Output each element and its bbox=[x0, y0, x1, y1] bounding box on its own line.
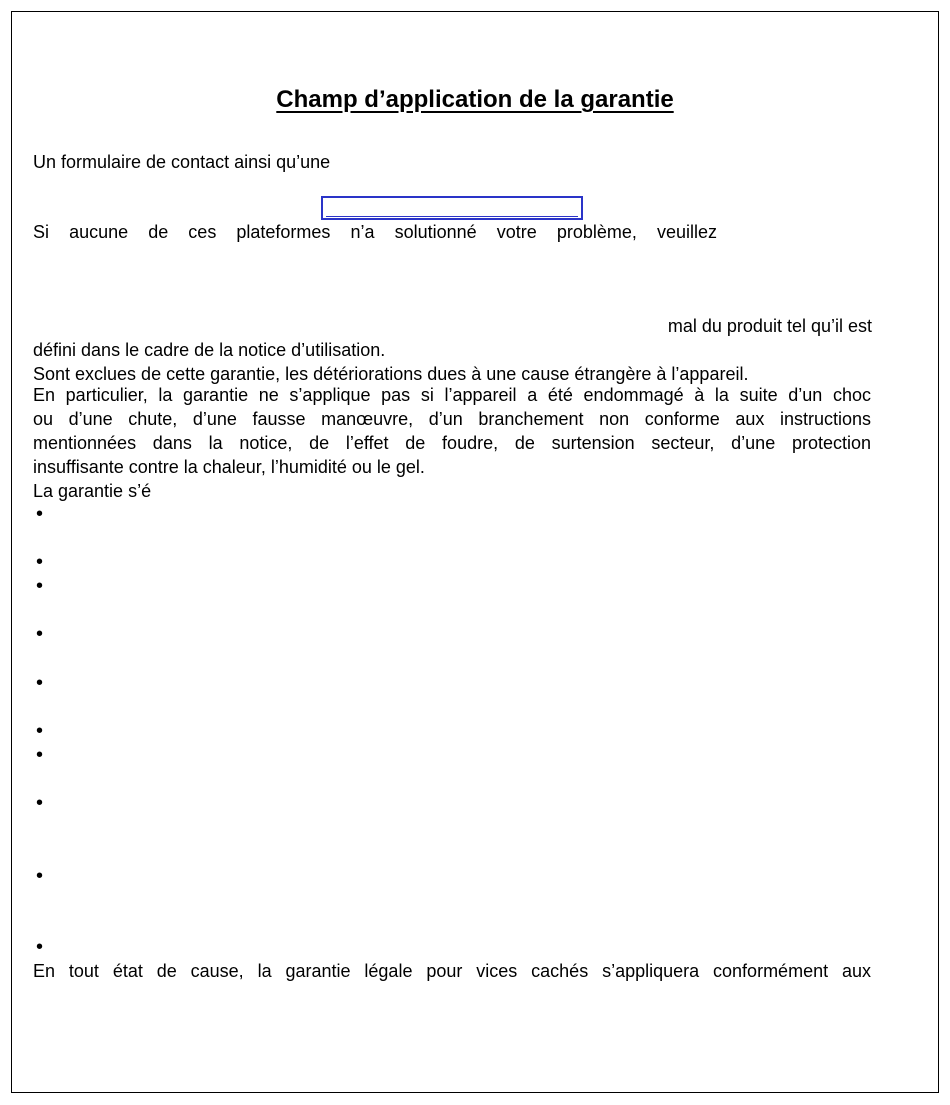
bullet-1: • bbox=[36, 503, 44, 525]
defined-line: défini dans le cadre de la notice d’utilisation. bbox=[33, 340, 386, 360]
garantie-fragment: La garantie s’é bbox=[33, 481, 152, 501]
exclusions-line: Sont exclues de cette garantie, les détériorations dues à une cause étrangère à l’appareil. bbox=[33, 364, 749, 384]
hyperlink-box[interactable] bbox=[321, 196, 583, 220]
particular-line-2: ou d’une chute, d’une fausse manœuvre, d’un branchement non conforme aux instructions bbox=[33, 409, 871, 429]
platforms-line: Si aucune de ces plateformes n’a solutionné votre problème, veuillez bbox=[33, 222, 717, 242]
hyperlink-underline bbox=[326, 216, 578, 217]
final-line: En tout état de cause, la garantie légale pour vices cachés s’appliquera conformément aux bbox=[33, 961, 871, 981]
bullet-10: • bbox=[36, 936, 44, 958]
bullet-3: • bbox=[36, 575, 44, 597]
bullet-4: • bbox=[36, 623, 44, 645]
particular-line-1: En particulier, la garantie ne s’applique pas si l’appareil a été endommagé à la suite d’un choc bbox=[33, 385, 871, 405]
particular-line-3: mentionnées dans la notice, de l’effet de foudre, de surtension secteur, d’une protection bbox=[33, 433, 871, 453]
bullet-2: • bbox=[36, 551, 44, 573]
particular-line-4: insuffisante contre la chaleur, l’humidité ou le gel. bbox=[33, 457, 425, 477]
bullet-8: • bbox=[36, 792, 44, 814]
bullet-7: • bbox=[36, 744, 44, 766]
intro-line: Un formulaire de contact ainsi qu’une bbox=[33, 152, 331, 172]
bullet-9: • bbox=[36, 865, 44, 887]
paragraph-fragment: mal du produit tel qu’il est bbox=[667, 316, 872, 336]
bullet-6: • bbox=[36, 720, 44, 742]
document-title: Champ d’application de la garantie bbox=[276, 86, 674, 113]
bullet-5: • bbox=[36, 672, 44, 694]
